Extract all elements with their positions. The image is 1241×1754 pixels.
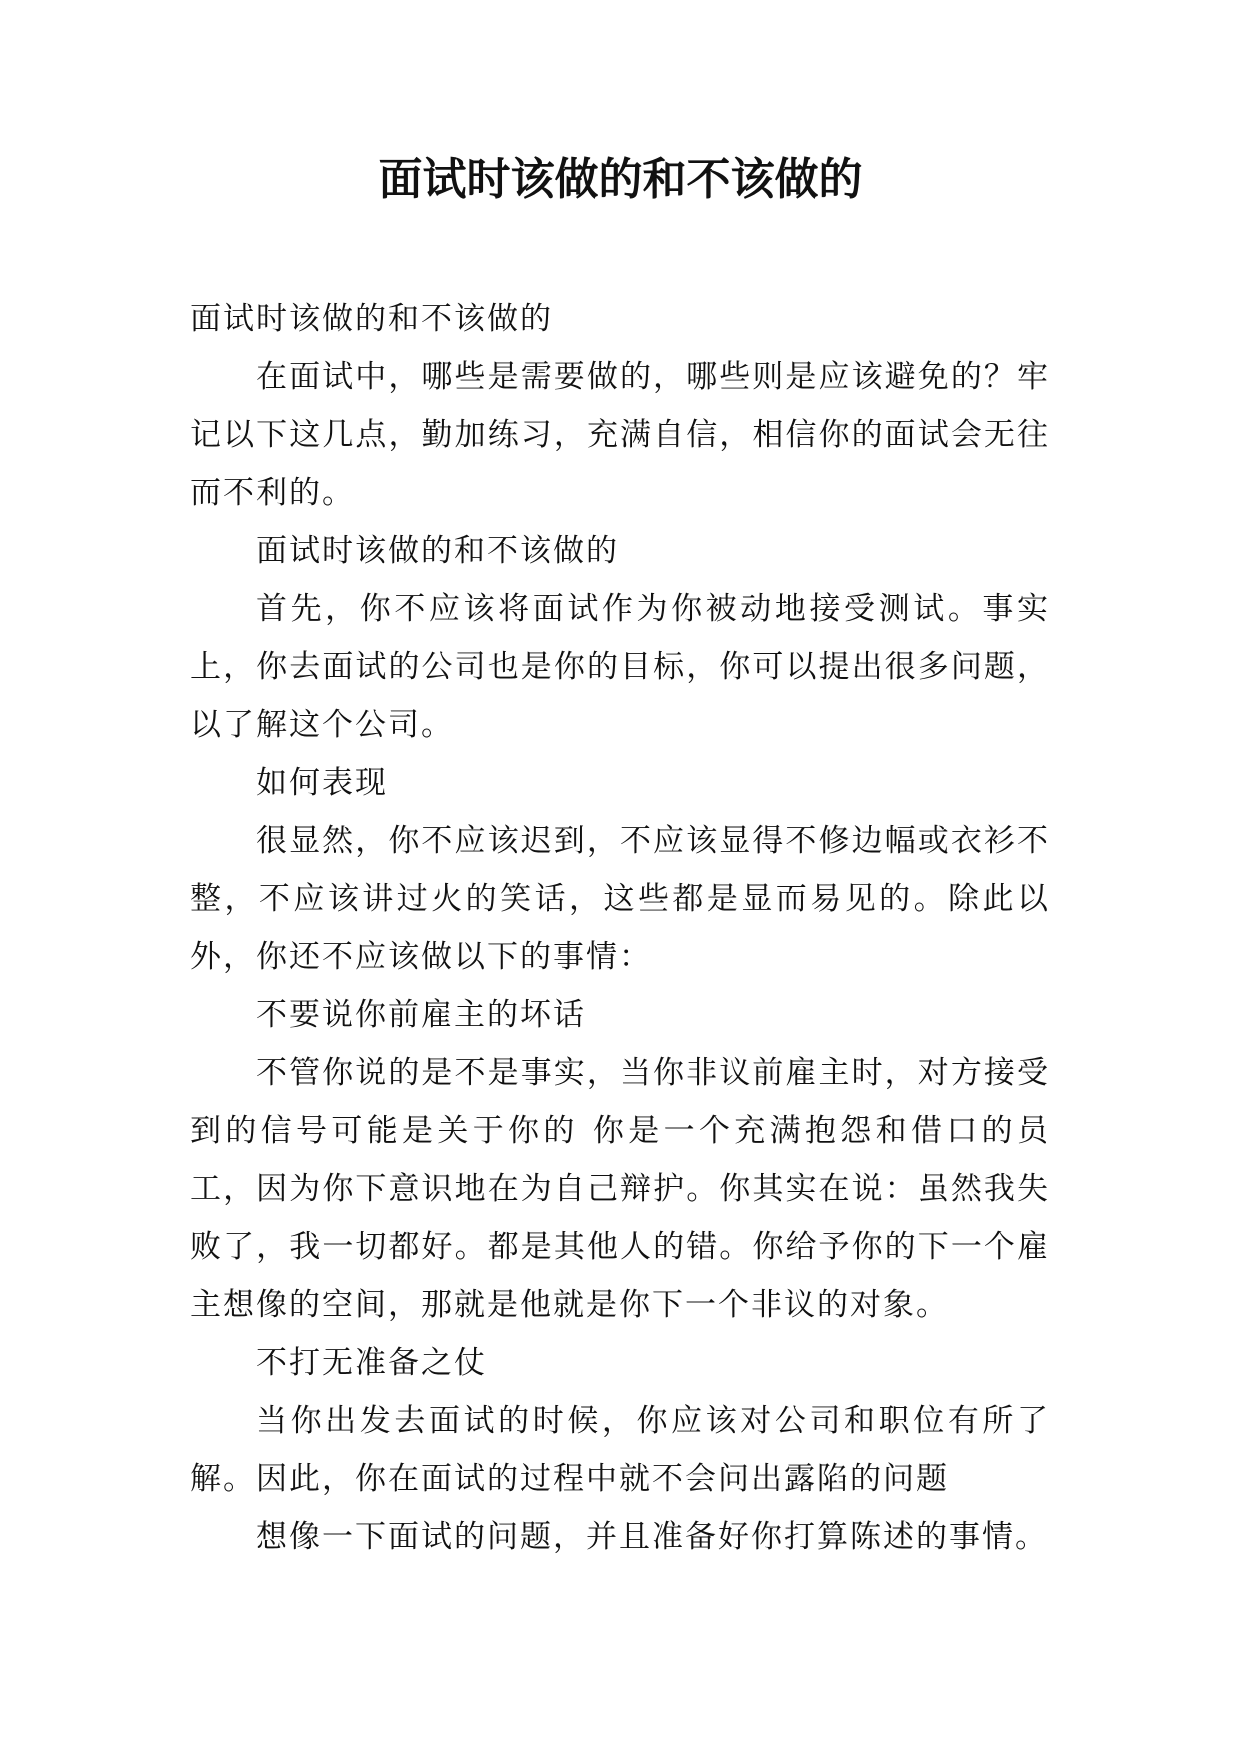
paragraph: 不管你说的是不是事实，当你非议前雇主时，对方接受到的信号可能是关于你的 你是一个充满抱怨和借口的员工，因为你下意识地在为自己辩护。你其实在说：虽然我失败了，我一切都好。都是其他人的错。你给予你的下一个雇主想像的空间，那就是他就是你下一个非议的对象。 [190, 1055, 1050, 1323]
paragraph-subheading: 面试时该做的和不该做的 [256, 533, 619, 569]
paragraph-subheading: 不打无准备之仗 [256, 1345, 487, 1381]
paragraph: 很显然，你不应该迟到，不应该显得不修边幅或衣衫不整，不应该讲过火的笑话，这些都是显而易见的。除此以外，你还不应该做以下的事情： [190, 823, 1050, 975]
paragraph: 想像一下面试的问题，并且准备好你打算陈述的事情。 [256, 1519, 1048, 1555]
document-title: 面试时该做的和不该做的 [378, 154, 863, 205]
paragraph: 首先，你不应该将面试作为你被动地接受测试。事实上，你去面试的公司也是你的目标，你可以提出很多问题，以了解这个公司。 [190, 591, 1050, 743]
paragraph-heading: 面试时该做的和不该做的 [190, 301, 553, 337]
document-body [190, 290, 1050, 1566]
paragraph-subheading: 不要说你前雇主的坏话 [256, 997, 586, 1033]
paragraph-subheading: 如何表现 [256, 765, 388, 801]
paragraph: 当你出发去面试的时候，你应该对公司和职位有所了解。因此，你在面试的过程中就不会问出露陷的问题 [190, 1403, 1050, 1497]
paragraph: 在面试中，哪些是需要做的，哪些则是应该避免的？牢记以下这几点，勤加练习，充满自信，相信你的面试会无往而不利的。 [190, 359, 1050, 511]
